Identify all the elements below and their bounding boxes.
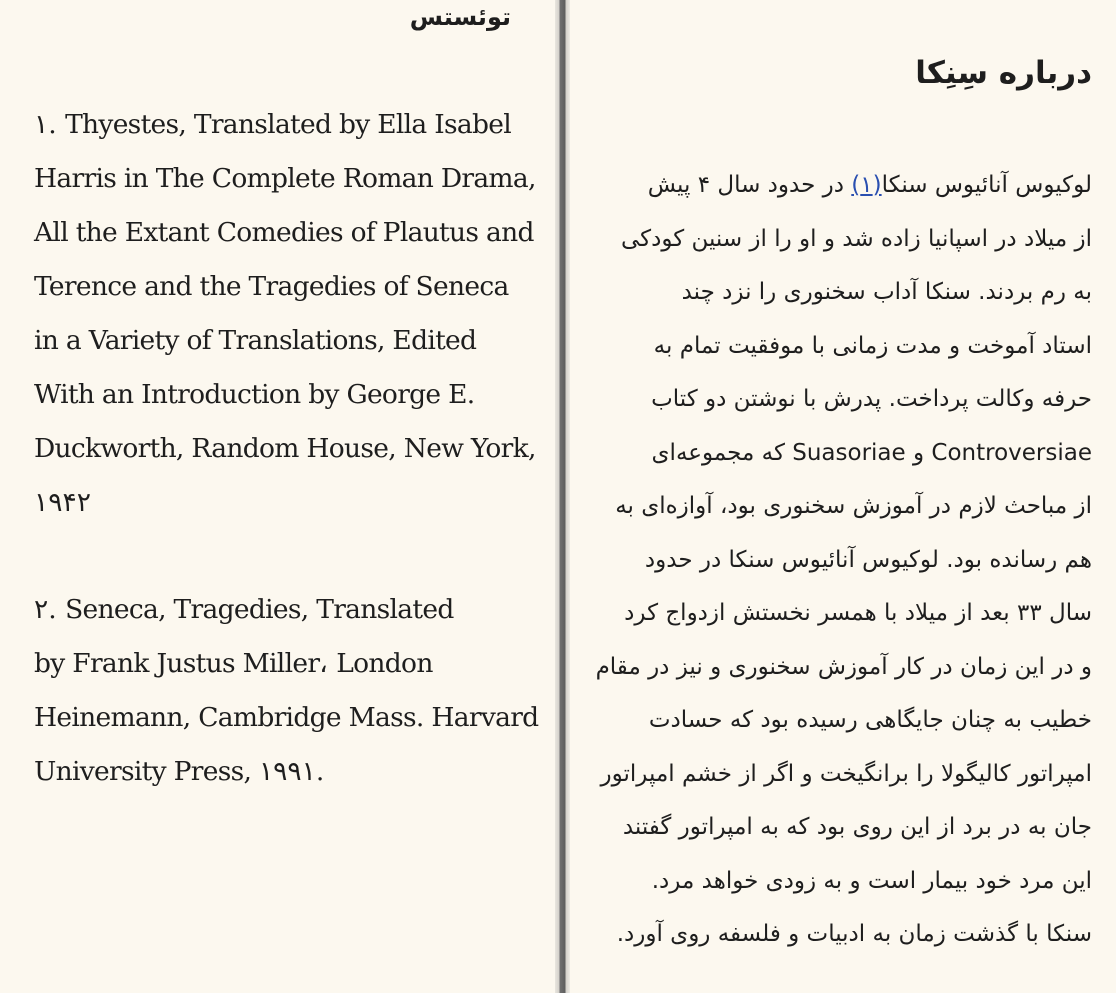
body-line: سال ٣٣ بعد از میلاد با همسر نخستش ازدواج کرد — [624, 600, 1092, 626]
body-line: هم رسانده بود. لوکیوس آنائیوس سنکا در حدود — [644, 546, 1092, 573]
chapter-title: درباره سِنِکا — [915, 55, 1092, 91]
body-paragraph — [595, 159, 1092, 962]
reference-line: Harris in The Complete Roman Drama, — [34, 163, 536, 194]
running-head: توئستس — [409, 3, 511, 31]
reference-line: Terence and the Tragedies of Seneca — [34, 271, 509, 302]
reference-line: ١. Thyestes, Translated by Ella Isabel — [34, 109, 512, 140]
page-divider — [555, 0, 570, 993]
reference-line: With an Introduction by George E. — [34, 379, 475, 410]
first-line-start: لوکیوس آنائیوس سنکا — [881, 172, 1092, 198]
footnote-link[interactable]: (١) — [851, 172, 882, 198]
right-page — [570, 0, 1116, 993]
reference-2 — [34, 583, 539, 799]
body-line: حرفه وکالت پرداخت. پدرش با نوشتن دو کتاب — [651, 386, 1092, 412]
body-line: امپراتور کالیگولا را برانگیخت و اگر از خشم امپراتور — [600, 760, 1092, 787]
body-line: استاد آموخت و مدت زمانی با موفقیت تمام به — [653, 332, 1092, 359]
body-line: به رم بردند. سنکا آداب سخنوری را نزد چند — [681, 279, 1092, 305]
reference-line: in a Variety of Translations, Edited — [34, 325, 477, 356]
body-line: خطیب به چنان جایگاهی رسیده بود که حسادت — [648, 707, 1092, 733]
body-line: از مباحث لازم در آموزش سخنوری بود، آوازه‌ای به — [615, 493, 1092, 519]
body-line: از میلاد در اسپانیا زاده شد و او را از سنین کودکی — [620, 225, 1092, 252]
reference-line: ٢. Seneca, Tragedies, Translated — [34, 594, 454, 625]
reference-line: All the Extant Comedies of Plautus and — [34, 217, 534, 248]
body-line: سنکا با گذشت زمان به ادبیات و فلسفه روی آورد. — [616, 921, 1092, 947]
body-line: این مرد خود بیمار است و به زودی خواهد مرد. — [651, 867, 1092, 894]
reference-line: University Press, ١٩٩١. — [34, 756, 325, 787]
reference-line: ١٩۴٢ — [34, 487, 91, 518]
left-page — [0, 0, 555, 993]
body-line: Controversiae و Suasoriae که مجموعه‌ای — [651, 439, 1092, 466]
reference-1 — [34, 98, 534, 530]
body-line: و در این زمان در کار آموزش سخنوری و نیز در مقام — [595, 653, 1092, 680]
first-line-end: در حدود سال ۴ پیش — [647, 172, 852, 198]
reference-line: Heinemann, Cambridge Mass. Harvard — [34, 702, 539, 733]
body-line — [600, 159, 1092, 213]
reference-line: Duckworth, Random House, New York, — [34, 433, 536, 464]
reference-line: by Frank Justus Miller، London — [34, 648, 433, 679]
body-line: جان به در برد از این روی بود که به امپراتور گفتند — [622, 814, 1092, 840]
